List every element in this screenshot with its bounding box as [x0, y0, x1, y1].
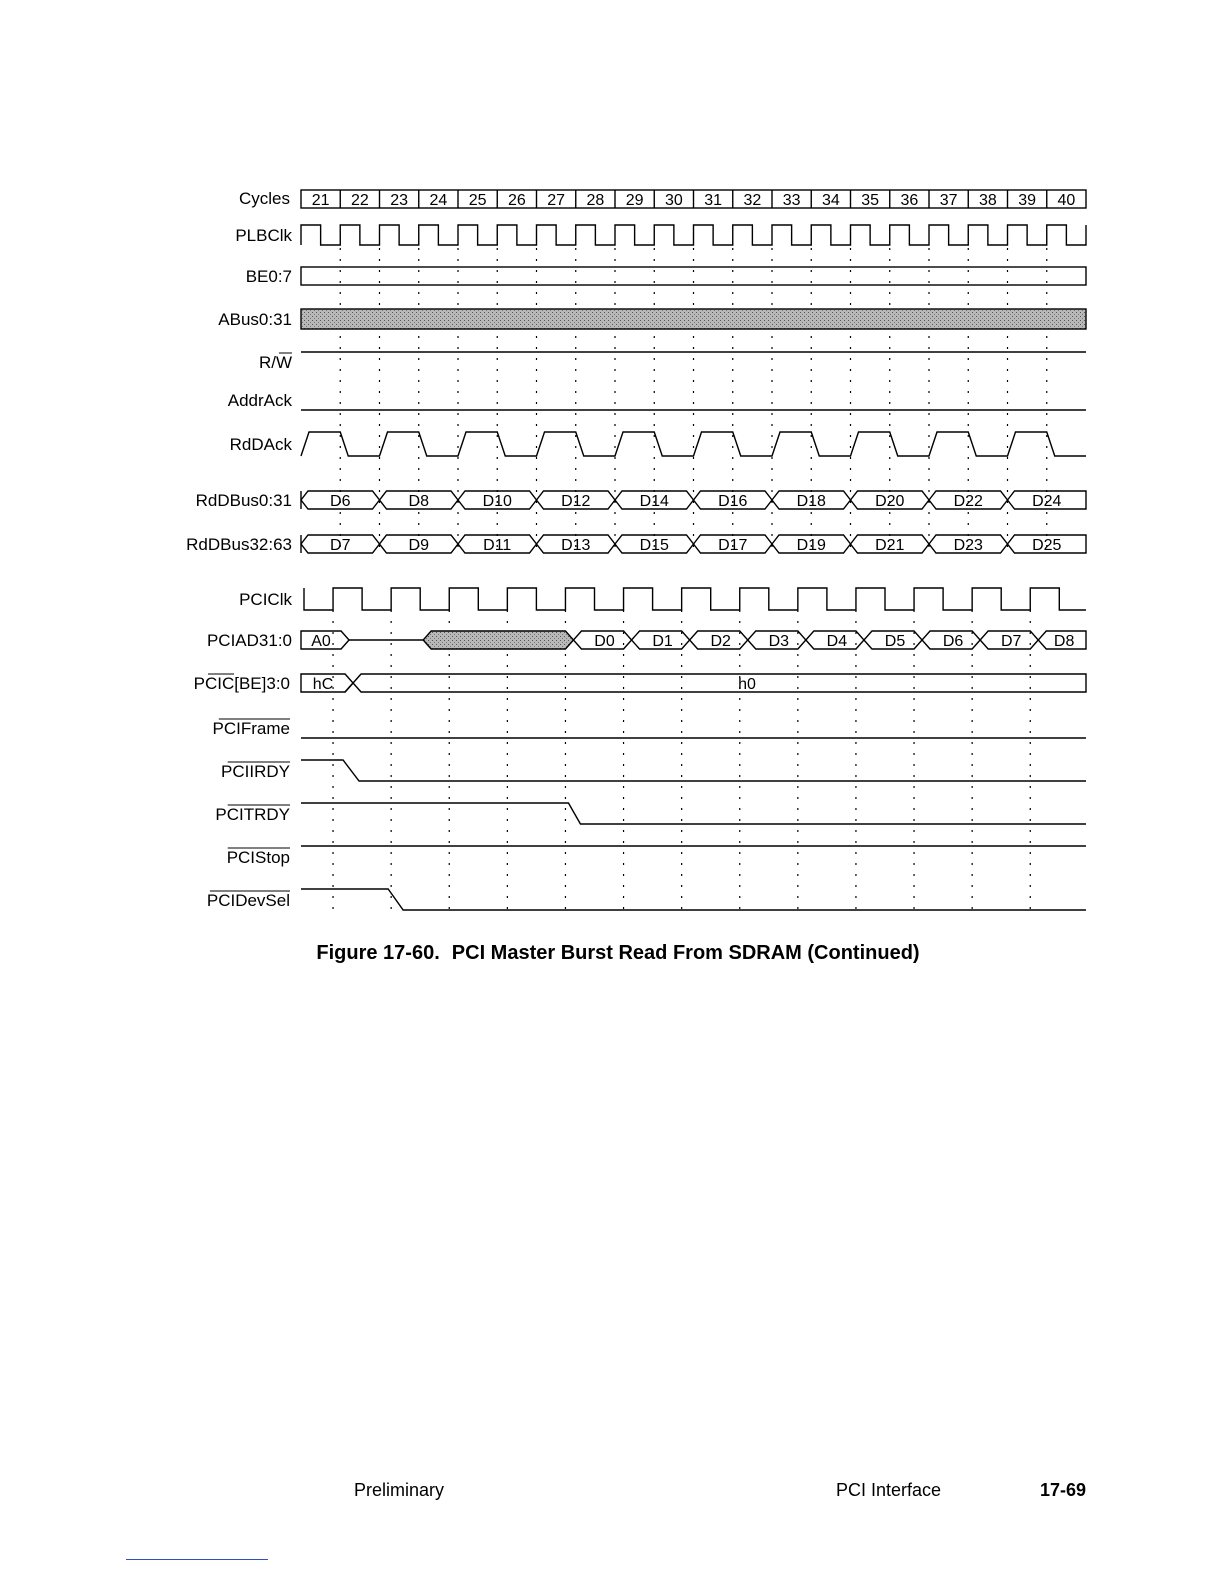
label-rddbus32: RdDBus32:63	[186, 535, 292, 554]
label-pciframe: PCIFrame	[212, 719, 290, 738]
bus-value: D18	[796, 493, 826, 510]
cycle-number: 35	[861, 192, 880, 209]
cycle-number: 24	[429, 192, 448, 209]
label-addrack: AddrAck	[227, 391, 292, 410]
cycle-number: 33	[782, 192, 801, 209]
cycle-number: 37	[939, 192, 958, 209]
bottom-rule	[126, 1559, 268, 1560]
bus-value: D25	[1032, 537, 1062, 554]
bus-value: D1	[652, 633, 673, 650]
cycle-number: 28	[586, 192, 605, 209]
cycle-number: 36	[900, 192, 919, 209]
figure-caption	[0, 942, 1224, 965]
bus-value: D23	[953, 537, 983, 554]
cycle-gridlines	[333, 248, 1047, 915]
bus-value: D11	[483, 537, 512, 554]
wave-pcicbe	[301, 674, 1086, 693]
footer-status: Preliminary	[354, 1480, 445, 1500]
label-plbclk: PLBClk	[235, 226, 292, 245]
cycle-number: 25	[468, 192, 487, 209]
waveforms	[301, 225, 1086, 910]
bus-undefined	[423, 631, 573, 649]
label-pciad: PCIAD31:0	[206, 631, 292, 650]
label-be: BE0:7	[245, 267, 292, 286]
bus-value: A0	[311, 633, 331, 650]
bus-value: D4	[826, 633, 848, 650]
cycle-number: 40	[1057, 192, 1076, 209]
bus-value: D21	[875, 537, 905, 554]
wave-rddbus0	[301, 491, 1086, 510]
cycle-number: 31	[704, 192, 723, 209]
bus-value: D3	[768, 633, 790, 650]
bus-value: D9	[408, 537, 429, 554]
figure-title: PCI Master Burst Read From SDRAM (Continued)	[451, 942, 920, 964]
bus-value: D6	[330, 493, 351, 510]
bus-value: D14	[639, 493, 669, 510]
label-pciirdy: PCIIRDY	[221, 762, 290, 781]
label-abus: ABus0:31	[218, 310, 292, 329]
cycle-header	[301, 190, 1086, 209]
bus-value: D13	[561, 537, 591, 554]
cycle-number: 22	[350, 192, 369, 209]
bus-value: D17	[718, 537, 748, 554]
bus-value: D20	[875, 493, 905, 510]
bus-value: D7	[1000, 633, 1022, 650]
figure-number: Figure 17-60.	[316, 942, 440, 964]
footer-section: PCI Interface	[836, 1480, 942, 1500]
bus-value: D6	[942, 633, 964, 650]
wave-pcidevsel	[301, 889, 1086, 910]
wave-pciclk	[304, 588, 1086, 610]
bus-value: D12	[561, 493, 591, 510]
signal-labels	[186, 189, 292, 910]
bus-value: D7	[330, 537, 351, 554]
cycle-number: 32	[743, 192, 762, 209]
cycle-number: 38	[978, 192, 997, 209]
footer-page-number: 17-69	[1040, 1480, 1087, 1500]
label-pcitrdy: PCITRDY	[215, 805, 290, 824]
label-pcicbe: PCIC[BE]3:0	[193, 674, 290, 693]
cycle-number: 26	[507, 192, 526, 209]
wave-rddbus32	[301, 535, 1086, 554]
cycle-number: 30	[664, 192, 683, 209]
bus-value: D8	[1053, 633, 1075, 650]
cycle-number: 23	[390, 192, 409, 209]
bus-value: D16	[718, 493, 748, 510]
wave-pciirdy	[301, 760, 1086, 781]
cycle-number: 21	[311, 192, 330, 209]
label-rddack: RdDAck	[229, 435, 292, 454]
wave-plbclk	[301, 225, 1086, 245]
bus-segment	[345, 674, 1086, 692]
cycle-number: 34	[821, 192, 840, 209]
bus-value: hC	[312, 676, 334, 693]
cycle-number: 39	[1018, 192, 1037, 209]
label-rw: R/W	[258, 353, 292, 372]
bus-value: D10	[482, 493, 512, 510]
bus-value: D22	[953, 493, 983, 510]
cycle-number: 27	[547, 192, 566, 209]
bus-value: D8	[408, 493, 429, 510]
bus-value: D5	[884, 633, 906, 650]
label-cycles: Cycles	[238, 189, 290, 208]
label-pcistop: PCIStop	[226, 848, 290, 867]
bus-value: D19	[796, 537, 826, 554]
bus-value: D24	[1032, 493, 1062, 510]
label-pcidevsel: PCIDevSel	[206, 891, 290, 910]
cycle-number: 29	[625, 192, 644, 209]
wave-pciad	[301, 631, 1086, 650]
bus-value: D0	[594, 633, 615, 650]
wave-pcitrdy	[301, 803, 1086, 824]
bus-value: D15	[639, 537, 669, 554]
wave-abus	[301, 309, 1086, 329]
label-rddbus0: RdDBus0:31	[195, 491, 292, 510]
label-pciclk: PCIClk	[239, 590, 292, 609]
bus-value: D2	[710, 633, 731, 650]
bus-value: h0	[738, 676, 756, 693]
